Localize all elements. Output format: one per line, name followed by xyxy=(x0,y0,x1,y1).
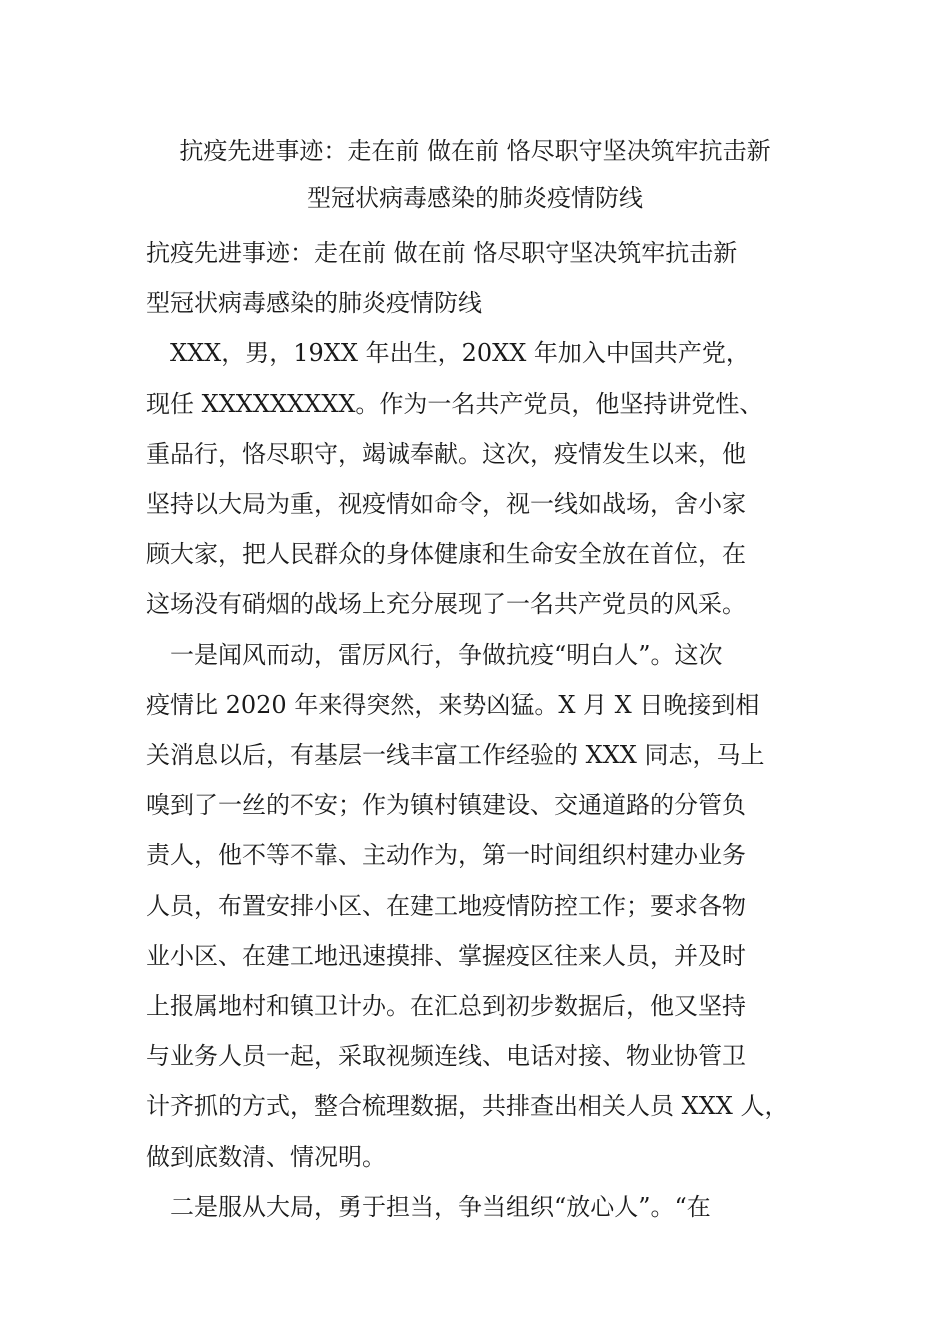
text-line: 人员，布置安排小区、在建工地疫情防控工作；要求各物 xyxy=(146,891,746,920)
subtitle-line: 抗疫先进事迹：走在前 做在前 恪尽职守坚决筑牢抗击新 xyxy=(146,239,738,267)
text-line: 业小区、在建工地迅速摸排、掌握疫区往来人员，并及时 xyxy=(146,941,746,970)
text-line: 顾大家，把人民群众的身体健康和生命安全放在首位，在 xyxy=(146,540,746,569)
title-line: 型冠状病毒感染的肺炎疫情防线 xyxy=(307,184,643,212)
paragraph-section-one xyxy=(146,630,826,1182)
text-line: 疫情比 2020 年来得突然，来势凶猛。X 月 X 日晚接到相 xyxy=(146,690,760,719)
text-line: 重品行，恪尽职守，竭诚奉献。这次，疫情发生以来，他 xyxy=(146,439,746,468)
text-line: XXX，男，19XX 年出生，20XX 年加入中国共产党， xyxy=(146,339,750,368)
paragraph-section-two xyxy=(146,1182,826,1232)
subtitle xyxy=(146,228,826,328)
text-line: 一是闻风而动，雷厉风行，争做抗疫“明白人”。这次 xyxy=(146,640,723,669)
paragraph-intro xyxy=(146,328,826,629)
text-line: 上报属地村和镇卫计办。在汇总到初步数据后，他又坚持 xyxy=(146,992,746,1021)
text-line: 这场没有硝烟的战场上充分展现了一名共产党员的风采。 xyxy=(146,590,746,619)
document-body xyxy=(146,228,826,1232)
text-line: 现任 XXXXXXXXX。作为一名共产党员，他坚持讲党性、 xyxy=(146,389,764,418)
text-line: 关消息以后，有基层一线丰富工作经验的 XXX 同志，马上 xyxy=(146,741,765,770)
text-line: 与业务人员一起，采取视频连线、电话对接、物业协管卫 xyxy=(146,1042,746,1071)
text-line: 二是服从大局，勇于担当，争当组织“放心人”。“在 xyxy=(146,1192,711,1221)
text-line: 做到底数清、情况明。 xyxy=(146,1142,386,1171)
text-line: 计齐抓的方式，整合梳理数据，共排查出相关人员 XXX 人， xyxy=(146,1092,789,1121)
text-line: 嗅到了一丝的不安；作为镇村镇建设、交通道路的分管负 xyxy=(146,791,746,820)
text-line: 责人，他不等不靠、主动作为，第一时间组织村建办业务 xyxy=(146,841,746,870)
title-line: 抗疫先进事迹：走在前 做在前 恪尽职守坚决筑牢抗击新 xyxy=(179,137,771,165)
text-line: 坚持以大局为重，视疫情如命令，视一线如战场，舍小家 xyxy=(146,490,746,519)
subtitle-line: 型冠状病毒感染的肺炎疫情防线 xyxy=(146,289,482,318)
document-title xyxy=(130,128,820,222)
